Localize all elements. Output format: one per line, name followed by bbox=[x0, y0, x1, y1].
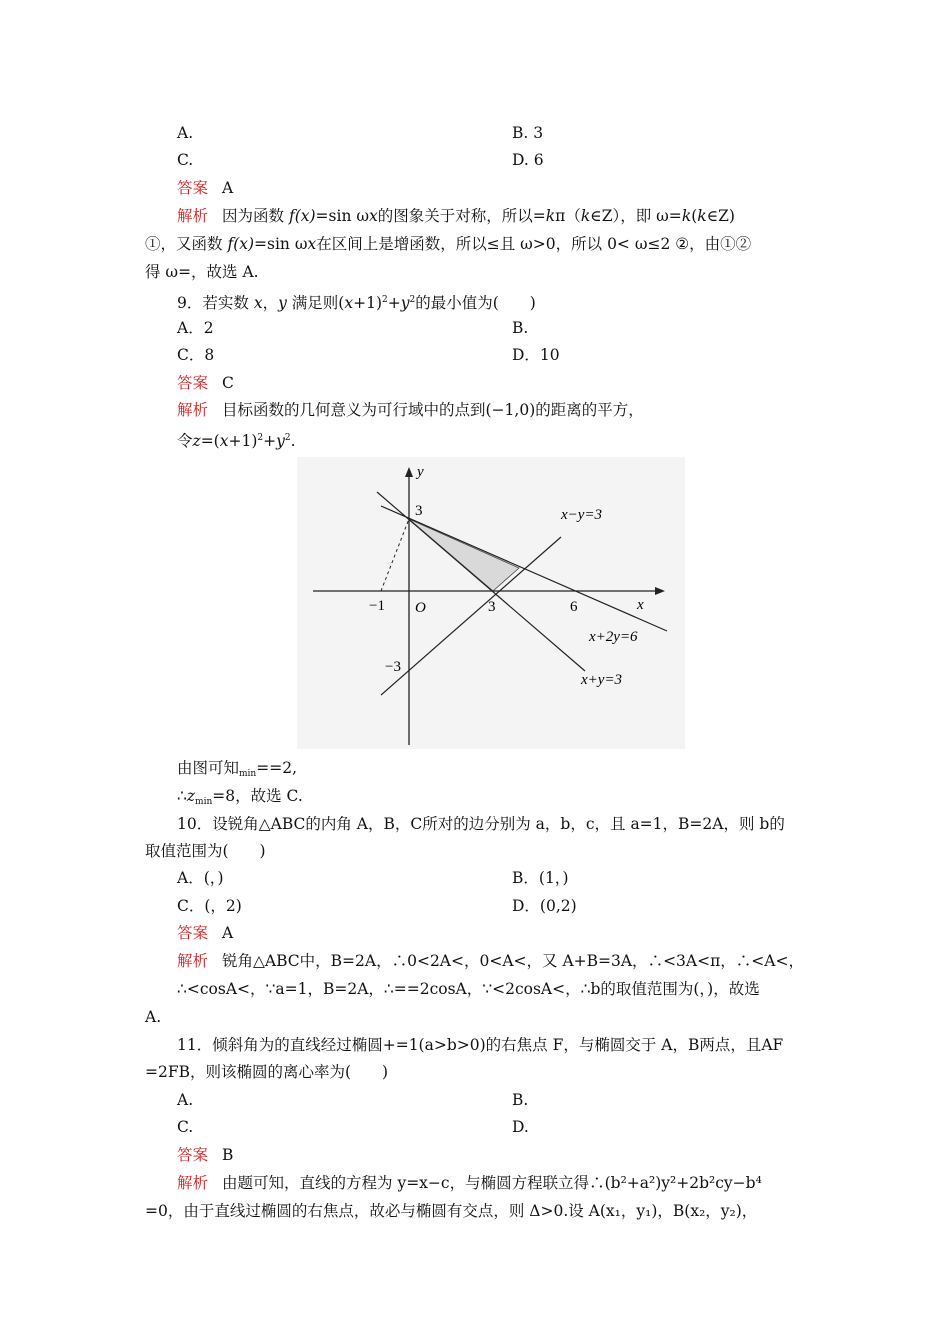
q10-option-b: B．(1，) bbox=[512, 869, 569, 887]
q9-analysis-line-1 bbox=[177, 400, 644, 420]
q8-option-a: A. bbox=[177, 124, 194, 142]
math: min bbox=[239, 769, 257, 779]
q8-analysis-line-2 bbox=[145, 234, 751, 254]
answer-label: 答案 bbox=[177, 374, 209, 392]
q9-analysis-line-2: 令$z=(x+1)^2+y^2$. bbox=[177, 432, 296, 450]
math: k bbox=[697, 207, 707, 225]
q11-answer-line bbox=[177, 1145, 233, 1165]
q10-option-d: D．(0,2) bbox=[512, 897, 577, 915]
q10-analysis-line-1 bbox=[177, 951, 804, 971]
text: 因为函数 bbox=[222, 207, 285, 225]
math: x bbox=[253, 294, 263, 312]
q10-answer-line bbox=[177, 923, 233, 943]
q9-option-a: A．2 bbox=[177, 319, 214, 337]
text: π（ bbox=[555, 207, 581, 225]
text: ∴ bbox=[177, 787, 187, 805]
q8-analysis-line-1: 解析 因为函数 f(x)=sin ωx的图象关于对称，所以=kπ（k∈Z），即 ω=k(k∈Z) bbox=[177, 207, 735, 225]
math: k bbox=[681, 207, 692, 225]
origin-label: O bbox=[415, 600, 426, 616]
answer-value: A bbox=[222, 179, 234, 197]
math: 2 bbox=[409, 295, 416, 305]
text: +1) bbox=[353, 294, 382, 312]
math: z bbox=[192, 432, 201, 450]
text: 满足则( bbox=[291, 294, 345, 312]
q8-analysis-line-3: 得 ω=，故选 A. bbox=[145, 263, 259, 281]
q10-option-c: C．(，2) bbox=[177, 897, 242, 915]
answer-label: 答案 bbox=[177, 1146, 209, 1164]
q10-stem-line-1: 10．设锐角△ABC的内角 A，B，C所对的边分别为 a，b，c，且 a=1，B=2A，则 b的 bbox=[177, 815, 785, 833]
analysis-label: 解析 bbox=[177, 952, 209, 970]
text: =8，故选 C. bbox=[212, 787, 303, 805]
answer-value: B bbox=[222, 1146, 234, 1164]
label-x-plus-y-3: x+y=3 bbox=[581, 672, 623, 688]
text: ， bbox=[262, 294, 279, 312]
text: ==2, bbox=[256, 759, 297, 777]
text: 9．若实数 bbox=[177, 294, 249, 312]
answer-label: 答案 bbox=[177, 924, 209, 942]
math: k bbox=[545, 207, 556, 225]
text: =( bbox=[200, 432, 220, 450]
q9-answer-line bbox=[177, 373, 234, 393]
q9-option-c: C．8 bbox=[177, 346, 215, 364]
answer-value: C bbox=[222, 374, 234, 392]
analysis-label: 解析 bbox=[177, 401, 209, 419]
q11-analysis-line-1 bbox=[177, 1173, 762, 1193]
feasible-region-graph bbox=[297, 457, 685, 749]
text: 由图可知 bbox=[177, 759, 240, 777]
text: 的图象关于对称，所以= bbox=[377, 207, 546, 225]
text: =sin ω bbox=[254, 235, 308, 253]
text: 锐角△ABC中，B=2A，∴0<2A<，0<A<，又 A+B=3A，∴<3A<π，∴<A<， bbox=[222, 952, 804, 970]
x-axis-label: x bbox=[637, 597, 644, 613]
math: k bbox=[580, 207, 591, 225]
q11-option-c: C. bbox=[177, 1118, 194, 1136]
math: 2 bbox=[284, 433, 291, 443]
q9-option-d: D．10 bbox=[512, 346, 560, 364]
q9-option-b: B. bbox=[512, 319, 529, 337]
q11-stem-line-1: 11．倾斜角为的直线经过椭圆+=1(a>b>0)的右焦点 F，与椭圆交于 A，B两点，且AF bbox=[177, 1036, 784, 1054]
math: f(x) bbox=[288, 207, 316, 225]
math: x bbox=[307, 235, 317, 253]
q8-answer-line bbox=[177, 178, 233, 198]
math: z bbox=[186, 787, 196, 805]
tick-x-3: 3 bbox=[488, 599, 496, 615]
q9-conclusion-1 bbox=[177, 758, 297, 784]
math: y bbox=[278, 294, 287, 312]
analysis-label: 解析 bbox=[177, 207, 209, 225]
analysis-label: 解析 bbox=[177, 1174, 209, 1192]
math: 2 bbox=[257, 433, 264, 443]
math: 2 bbox=[382, 295, 388, 305]
text: =sin ω bbox=[315, 207, 369, 225]
tick-x-6: 6 bbox=[570, 599, 578, 615]
q10-analysis-line-3: A. bbox=[145, 1008, 162, 1026]
answer-value: A bbox=[222, 924, 234, 942]
q8-option-b: B. 3 bbox=[512, 124, 544, 142]
text: 在区间上是增函数，所以≤且 ω>0，所以 0< ω≤2 ②，由①② bbox=[316, 235, 752, 253]
math: y bbox=[400, 294, 410, 312]
math: x bbox=[369, 207, 378, 225]
math: x bbox=[344, 294, 354, 312]
q9-conclusion-2 bbox=[177, 786, 303, 812]
text: +1) bbox=[228, 432, 258, 450]
text: 目标函数的几何意义为可行域中的点到(−1,0)的距离的平方， bbox=[222, 401, 644, 419]
tick-x-minus-1: −1 bbox=[369, 598, 385, 614]
q10-option-a: A．(，) bbox=[177, 869, 224, 887]
math: y bbox=[276, 432, 285, 450]
text: ①，又函数 bbox=[145, 235, 223, 253]
q9-stem: 9．若实数 x，y 满足则$(x+1)^2+y^2$的最小值为( ) bbox=[177, 294, 536, 312]
q11-stem-line-2: =2FB，则该椭圆的离心率为( ) bbox=[145, 1063, 389, 1081]
text: ∈Z) bbox=[706, 207, 735, 225]
text: 令 bbox=[177, 432, 193, 450]
q11-option-b: B. bbox=[512, 1091, 529, 1109]
q10-stem-line-2: 取值范围为( ) bbox=[145, 842, 266, 860]
math: x bbox=[219, 432, 229, 450]
q11-option-a: A. bbox=[177, 1091, 194, 1109]
answer-label: 答案 bbox=[177, 179, 209, 197]
tick-y-minus-3: −3 bbox=[385, 659, 401, 675]
q10-analysis-line-2: ∴<cosA<，∵a=1，B=2A，∴==2cosA，∵<2cosA<，∴b的取值范围为(，)，故选 bbox=[177, 980, 760, 998]
tick-y-3: 3 bbox=[415, 503, 423, 519]
q8-option-c: C. bbox=[177, 151, 194, 169]
y-axis-label: y bbox=[417, 464, 424, 480]
text: ∈Z），即 ω= bbox=[590, 207, 682, 225]
math: f(x) bbox=[227, 235, 255, 253]
text: 由题可知，直线的方程为 y=x−c，与椭圆方程联立得∴(b²+a²)y²+2b²cy−b⁴ bbox=[222, 1174, 762, 1192]
q11-option-d: D. bbox=[512, 1118, 529, 1136]
q8-option-d: D. 6 bbox=[512, 151, 544, 169]
text: 的最小值为( ) bbox=[415, 294, 536, 312]
label-x-plus-2y-6: x+2y=6 bbox=[589, 629, 638, 645]
math: min bbox=[195, 797, 213, 807]
label-x-minus-y-3: x−y=3 bbox=[561, 507, 603, 523]
q11-analysis-line-2: =0，由于直线过椭圆的右焦点，故必与椭圆有交点，则 Δ>0.设 A(x₁，y₁)，B(x₂，y₂)， bbox=[145, 1202, 758, 1220]
